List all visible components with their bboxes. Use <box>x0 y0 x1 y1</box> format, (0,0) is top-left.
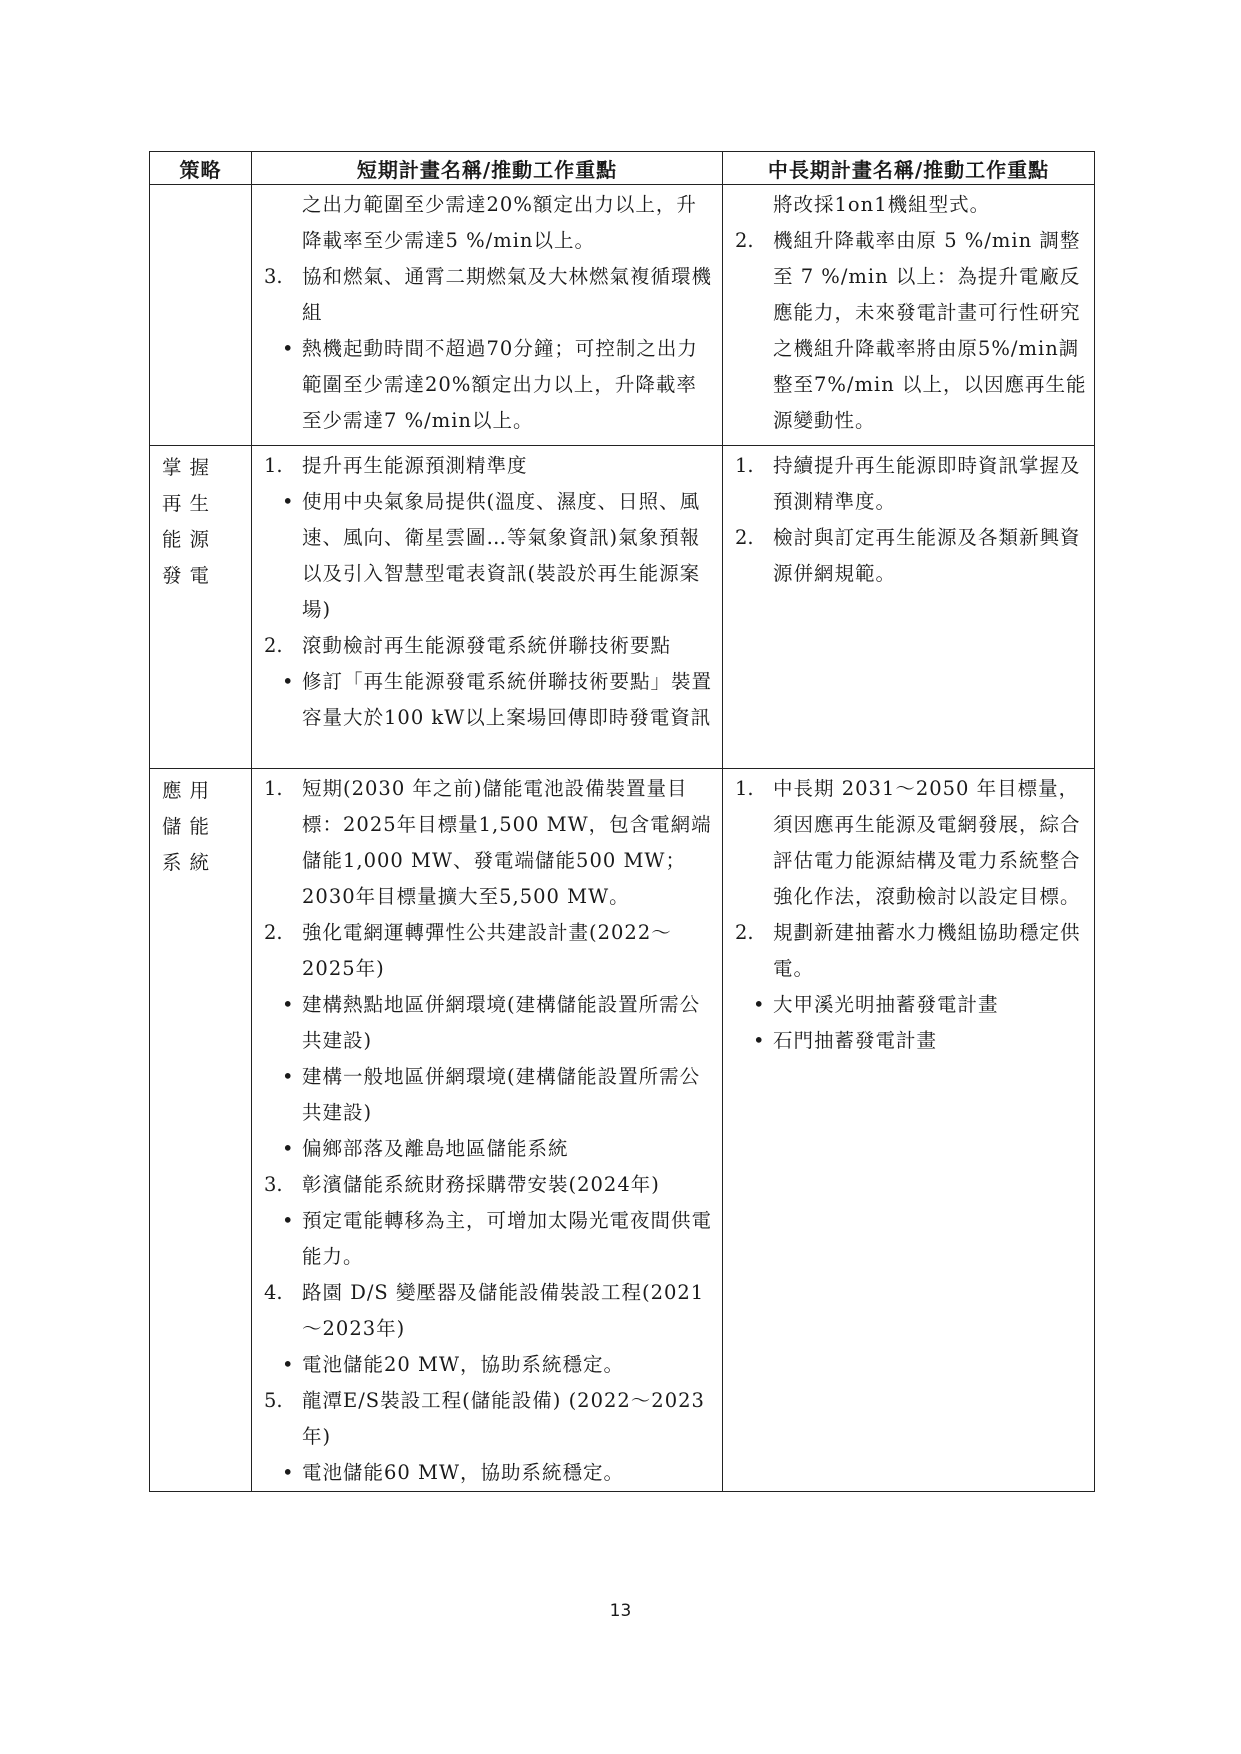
long-term-cell <box>723 185 1095 446</box>
item-text: 龍潭E/S裝設工程(儲能設備) (2022～2023年) <box>302 1389 705 1448</box>
bullet-text: 修訂「再生能源發電系統併聯技術要點」裝置容量大於100 kW以上案場回傳即時發電資訊 <box>302 670 713 729</box>
bullet-text: 偏鄉部落及離島地區儲能系統 <box>302 1137 569 1160</box>
item-number: 2. <box>264 921 283 944</box>
bullet-item <box>262 1059 716 1131</box>
strategy-label: 掌握再生能源發電 <box>162 456 218 587</box>
item-number: 4. <box>264 1281 283 1304</box>
bullet-item <box>262 484 716 628</box>
bullet-item <box>262 1455 716 1491</box>
list-item <box>733 771 1088 915</box>
item-number: 5. <box>264 1389 283 1412</box>
strategy-label: 應用儲能系統 <box>162 779 218 874</box>
item-text: 強化電網運轉彈性公共建設計畫(2022～2025年) <box>302 921 672 980</box>
item-number: 2. <box>735 526 754 549</box>
short-term-cell <box>252 769 723 1492</box>
bullet-text: 電池儲能60 MW，協助系統穩定。 <box>302 1461 625 1484</box>
list-item <box>262 628 716 664</box>
long-term-cell <box>723 446 1095 769</box>
header-short-term: 短期計畫名稱/推動工作重點 <box>252 152 723 185</box>
item-number: 2. <box>735 229 754 252</box>
table-row <box>150 769 1095 1492</box>
strategy-cell <box>150 446 252 769</box>
header-strategy: 策略 <box>150 152 252 185</box>
long-term-cell <box>723 769 1095 1492</box>
bullet-icon: • <box>753 993 765 1016</box>
bullet-item <box>262 987 716 1059</box>
bullet-icon: • <box>282 490 294 513</box>
item-text: 彰濱儲能系統財務採購帶安裝(2024年) <box>302 1173 660 1196</box>
strategy-cell <box>150 769 252 1492</box>
table-row <box>150 185 1095 446</box>
list-item <box>733 223 1088 439</box>
bullet-icon: • <box>282 993 294 1016</box>
list-item <box>262 448 716 484</box>
table-row <box>150 446 1095 769</box>
item-number: 1. <box>735 454 754 477</box>
continued-text: 將改採1on1機組型式。 <box>773 193 991 216</box>
strategy-table <box>149 151 1095 1492</box>
bullet-text: 使用中央氣象局提供(溫度、濕度、日照、風速、風向、衛星雲圖…等氣象資訊)氣象預報以及引入智慧型電表資訊(裝設於再生能源案場) <box>302 490 701 621</box>
item-number: 3. <box>264 265 283 288</box>
bullet-item <box>262 1131 716 1167</box>
strategy-label <box>150 185 251 189</box>
item-number: 2. <box>264 634 283 657</box>
bullet-item <box>733 987 1088 1023</box>
list-item <box>262 1383 716 1455</box>
item-text: 規劃新建抽蓄水力機組協助穩定供電。 <box>773 921 1081 980</box>
item-text: 滾動檢討再生能源發電系統併聯技術要點 <box>302 634 672 657</box>
strategy-cell <box>150 185 252 446</box>
bullet-icon: • <box>282 670 294 693</box>
bullet-item <box>262 1347 716 1383</box>
list-item <box>733 448 1088 520</box>
bullet-item <box>733 1023 1088 1059</box>
bullet-item <box>262 1203 716 1275</box>
item-text: 提升再生能源預測精準度 <box>302 454 528 477</box>
bullet-icon: • <box>753 1029 765 1052</box>
short-term-cell <box>252 446 723 769</box>
continued-text: 之出力範圍至少需達20%額定出力以上，升降載率至少需達5 %/min以上。 <box>302 193 697 252</box>
table-header-row <box>150 152 1095 185</box>
bullet-text: 大甲溪光明抽蓄發電計畫 <box>773 993 999 1016</box>
item-number: 1. <box>735 777 754 800</box>
short-term-cell <box>252 185 723 446</box>
item-text: 持續提升再生能源即時資訊掌握及預測精準度。 <box>773 454 1081 513</box>
item-number: 1. <box>264 454 283 477</box>
header-long-term: 中長期計畫名稱/推動工作重點 <box>723 152 1095 185</box>
item-text: 檢討與訂定再生能源及各類新興資源併網規範。 <box>773 526 1081 585</box>
bullet-item <box>262 664 716 736</box>
list-item <box>733 520 1088 592</box>
list-item <box>262 259 716 331</box>
bullet-text: 建構一般地區併網環境(建構儲能設置所需公共建設) <box>302 1065 701 1124</box>
bullet-text: 預定電能轉移為主，可增加太陽光電夜間供電能力。 <box>302 1209 713 1268</box>
item-number: 2. <box>735 921 754 944</box>
item-number: 1. <box>264 777 283 800</box>
bullet-item <box>262 331 716 439</box>
item-text: 路園 D/S 變壓器及儲能設備裝設工程(2021～2023年) <box>302 1281 705 1340</box>
item-number: 3. <box>264 1173 283 1196</box>
page-number: 13 <box>609 1601 632 1621</box>
bullet-text: 石門抽蓄發電計畫 <box>773 1029 938 1052</box>
list-item <box>262 771 716 915</box>
bullet-icon: • <box>282 1209 294 1232</box>
bullet-icon: • <box>282 1353 294 1376</box>
bullet-icon: • <box>282 1137 294 1160</box>
bullet-icon: • <box>282 1065 294 1088</box>
list-item <box>262 915 716 987</box>
bullet-icon: • <box>282 337 294 360</box>
bullet-text: 建構熱點地區併網環境(建構儲能設置所需公共建設) <box>302 993 701 1052</box>
item-text: 短期(2030 年之前)儲能電池設備裝置量目標：2025年目標量1,500 MW，包含電網端儲能1,000 MW、發電端儲能500 MW；2030年目標量擴大至5,500 MW。 <box>302 777 712 908</box>
bullet-text: 熱機起動時間不超過70分鐘；可控制之出力範圍至少需達20%額定出力以上，升降載率至少需達7 %/min以上。 <box>302 337 698 432</box>
list-item <box>733 915 1088 987</box>
item-text: 中長期 2031～2050 年目標量，須因應再生能源及電網發展，綜合評估電力能源結構及電力系統整合強化作法，滾動檢討以設定目標。 <box>773 777 1081 908</box>
bullet-text: 電池儲能20 MW，協助系統穩定。 <box>302 1353 625 1376</box>
item-text: 機組升降載率由原 5 %/min 調整至 7 %/min 以上：為提升電廠反應能力，未來發電計畫可行性研究之機組升降載率將由原5%/min調整至7%/min 以上，以因應再生能源變動性。 <box>773 229 1087 432</box>
item-text: 協和燃氣、通霄二期燃氣及大林燃氣複循環機組 <box>302 265 713 324</box>
list-item <box>262 1167 716 1203</box>
list-item <box>262 1275 716 1347</box>
bullet-icon: • <box>282 1461 294 1484</box>
